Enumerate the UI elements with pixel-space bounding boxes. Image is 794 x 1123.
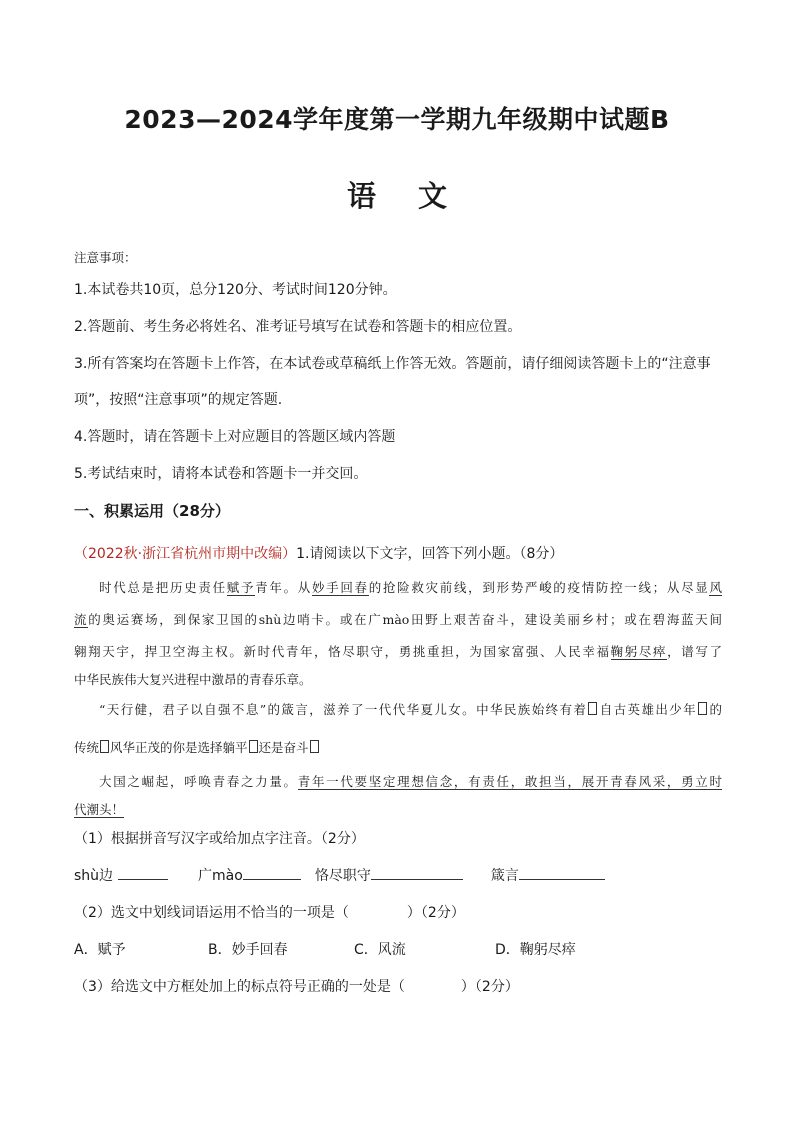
q2-prompt-text: （2）选文中划线词语运用不恰当的一项是（ bbox=[74, 905, 349, 921]
answer-blank[interactable] bbox=[118, 879, 168, 880]
passage-line bbox=[74, 700, 722, 718]
passage-text: 风华正茂的你是选择躺平 bbox=[110, 740, 248, 755]
q1-items bbox=[74, 865, 605, 885]
underlined-word: 风 bbox=[709, 580, 722, 595]
q2-option-b[interactable]: B．妙手回春 bbox=[208, 942, 288, 958]
underlined-word: 妙手回春 bbox=[311, 580, 369, 595]
punctuation-box bbox=[310, 740, 319, 753]
passage-line bbox=[74, 800, 722, 818]
passage-text: ，谱写了 bbox=[667, 644, 722, 659]
q1-item: 恪尽职守 bbox=[314, 868, 371, 884]
underlined-word: 流 bbox=[74, 612, 89, 627]
passage-text: 还是奋斗 bbox=[258, 740, 309, 755]
q2-option-d[interactable]: D．鞠躬尽瘁 bbox=[495, 942, 576, 958]
passage-line bbox=[74, 772, 722, 790]
passage-text: 的奥运赛场，到保家卫国的shù边哨卡。或在广mào田野上艰苦奋斗，建设美丽乡村；或在碧海蓝天间 bbox=[88, 612, 722, 627]
passage-text: 传统 bbox=[74, 740, 100, 755]
punctuation-box bbox=[249, 740, 258, 753]
underlined-word: 鞠躬尽瘁 bbox=[610, 644, 668, 659]
notice-item: 3.所有答案均在答题卡上作答，在本试卷或草稿纸上作答无效。答题前，请仔细阅读答题卡上的“注意事 bbox=[74, 356, 711, 372]
notice-item: 项”，按照“注意事项”的规定答题. bbox=[74, 392, 283, 408]
passage-text: 自古英雄出少年 bbox=[598, 702, 698, 717]
q1-item: 箴言 bbox=[490, 868, 519, 884]
underlined-word: 赋予 bbox=[226, 580, 256, 595]
passage-text: 的抢险救灾前线，到形势严峻的疫情防控一线；从尽显 bbox=[368, 580, 710, 595]
passage-text: 青年。从 bbox=[255, 580, 312, 595]
subject-char-1: 语 bbox=[346, 179, 376, 213]
passage-line bbox=[74, 642, 722, 660]
passage-line bbox=[74, 578, 722, 596]
notice-item: 4.答题时，请在答题卡上对应题目的答题区域内答题 bbox=[74, 429, 396, 445]
passage-text: “天行健，君子以自强不息”的箴言，滋养了一代代华夏儿女。中华民族始终有着 bbox=[99, 702, 588, 717]
q3-prompt-text: ）（2分） bbox=[460, 979, 519, 995]
section-heading: 一、积累运用（28分） bbox=[74, 502, 230, 520]
question-instruction: 1.请阅读以下文字，回答下列小题。（8分） bbox=[296, 546, 564, 562]
passage-text: 时代总是把历史责任 bbox=[99, 580, 227, 595]
q2-option-c[interactable]: C．风流 bbox=[354, 942, 406, 958]
notice-item: 5.考试结束时，请将本试卷和答题卡一并交回。 bbox=[74, 466, 368, 482]
answer-blank[interactable] bbox=[519, 879, 605, 880]
notice-heading: 注意事项： bbox=[74, 250, 137, 265]
q3-prompt bbox=[74, 976, 519, 996]
passage-text: 大国之崛起，呼唤青春之力量。 bbox=[99, 774, 298, 789]
underlined-sentence: 代潮头！ bbox=[74, 802, 125, 817]
q3-prompt-text: （3）给选文中方框处加上的标点符号正确的一处是（ bbox=[74, 979, 405, 995]
q2-prompt bbox=[74, 902, 465, 922]
exam-title: 2023—2024学年度第一学期九年级期中试题B bbox=[124, 105, 670, 134]
punctuation-box bbox=[588, 702, 597, 715]
q1-item: 广mào bbox=[198, 868, 243, 884]
notice-item: 1.本试卷共10页，总分120分、考试时间120分钟。 bbox=[74, 282, 397, 298]
answer-blank[interactable] bbox=[243, 879, 301, 880]
q1-item: shù边 bbox=[74, 868, 114, 884]
passage-text: 的 bbox=[708, 702, 722, 717]
subject-title bbox=[0, 174, 794, 215]
passage-text: 翱翔天宇，捍卫空海主权。新时代青年，恪尽职守，勇挑重担，为国家富强、人民幸福 bbox=[74, 644, 611, 659]
passage-line bbox=[74, 610, 722, 628]
punctuation-box bbox=[698, 702, 707, 715]
passage-line bbox=[74, 738, 722, 756]
q1-prompt: （1）根据拼音写汉字或给加点字注音。（2分） bbox=[74, 831, 365, 847]
question-source-line bbox=[74, 543, 563, 563]
q2-option-a[interactable]: A．赋予 bbox=[74, 942, 126, 958]
passage-line: 中华民族伟大复兴进程中激昂的青春乐章。 bbox=[74, 672, 312, 687]
notice-item: 2.答题前、考生务必将姓名、准考证号填写在试卷和答题卡的相应位置。 bbox=[74, 319, 522, 335]
punctuation-box bbox=[100, 740, 109, 753]
underlined-sentence: 青年一代要坚定理想信念，有责任，敢担当，展开青春风采，勇立时 bbox=[297, 774, 722, 789]
subject-char-2: 文 bbox=[418, 179, 448, 213]
answer-blank[interactable] bbox=[371, 879, 463, 880]
q2-prompt-text: ）（2分） bbox=[406, 905, 465, 921]
question-source: （2022秋·浙江省杭州市期中改编） bbox=[74, 546, 297, 562]
